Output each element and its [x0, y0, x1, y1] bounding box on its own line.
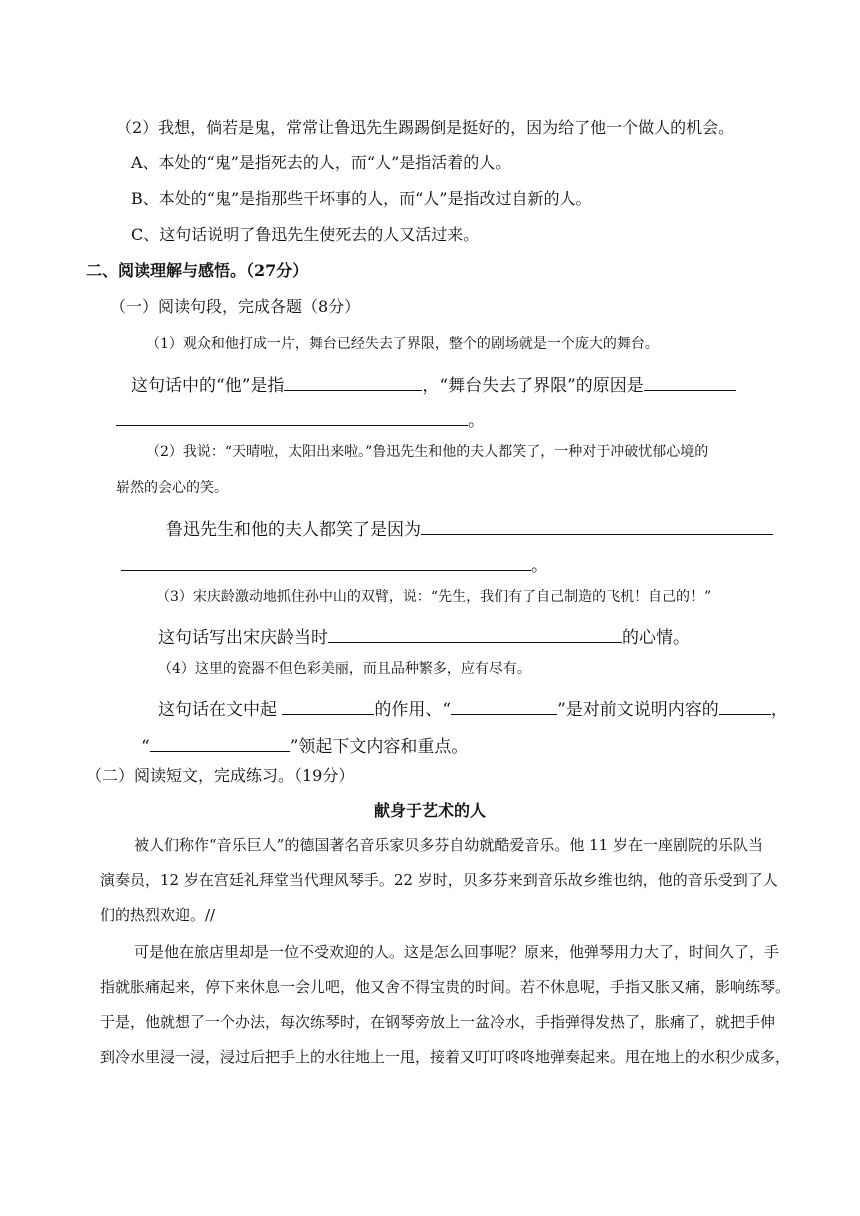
answer-blank[interactable] — [451, 696, 557, 715]
answer-blank[interactable] — [121, 552, 531, 571]
section-2-heading: 二、阅读理解与感悟。（27分） — [86, 261, 309, 280]
sentence-1-question-cont — [116, 407, 485, 430]
question-2-stem: （2）我想，倘若是鬼，常常让鲁迅先生踢踢倒是挺好的，因为给了他一个做人的机会。 — [116, 118, 735, 137]
question-text: 这句话中的“他”是指 — [131, 375, 285, 396]
answer-blank[interactable] — [282, 696, 374, 715]
question-text: 鲁迅先生和他的夫人都笑了是因为 — [166, 519, 421, 540]
sentence-4-question-cont — [141, 733, 468, 756]
question-end: 。 — [468, 410, 485, 431]
passage-p2-line-2: 指就胀痛起来，停下来休息一会儿吧，他又舍不得宝贵的时间。若不休息呢，手指又胀又痛，影响练琴。 — [100, 978, 791, 996]
passage-p1-line-1: 被人们称作“音乐巨人”的德国著名音乐家贝多芬自幼就酷爱音乐。他 11 岁在一座剧院的乐队当 — [134, 836, 763, 854]
passage-p2-line-1: 可是他在旅店里却是一位不受欢迎的人。这是怎么回事呢？原来，他弹琴用力大了，时间久了，手 — [134, 943, 780, 961]
answer-blank[interactable] — [644, 372, 736, 391]
part-2-heading: （二）阅读短文，完成练习。（19分） — [86, 766, 355, 785]
sentence-2-line-2: 崭然的会心的笑。 — [116, 480, 228, 496]
question-text: ，“舞台失去了界限”的原因是 — [422, 375, 644, 396]
sentence-4-question — [158, 696, 788, 719]
question-text: ， — [770, 699, 788, 720]
passage-p2-line-4: 到冷水里浸一浸，浸过后把手上的水往地上一甩，接着又叮叮咚咚地弹奏起来。甩在地上的水积少成多， — [100, 1048, 791, 1066]
question-text: 的心情。 — [622, 627, 690, 648]
sentence-4: （4）这里的瓷器不但色彩美丽，而且品种繁多，应有尽有。 — [158, 661, 531, 677]
question-text: ”领起下文内容和重点。 — [289, 736, 469, 757]
option-b: B、本处的“鬼”是指那些干坏事的人，而“人”是指改过自新的人。 — [131, 189, 592, 208]
passage-p1-line-3: 们的热烈欢迎。// — [100, 906, 216, 924]
answer-blank[interactable] — [719, 696, 771, 715]
sentence-1: （1）观众和他打成一片，舞台已经失去了界限，整个的剧场就是一个庞大的舞台。 — [146, 336, 659, 352]
question-end: 。 — [531, 555, 548, 576]
answer-blank[interactable] — [328, 624, 622, 643]
answer-blank[interactable] — [116, 407, 468, 426]
answer-blank[interactable] — [421, 516, 773, 535]
part-1-heading: （一）阅读句段，完成各题（8分） — [110, 297, 361, 316]
option-c: C、这句话说明了鲁迅先生使死去的人又活过来。 — [131, 225, 480, 244]
sentence-3: （3）宋庆龄激动地抓住孙中山的双臂，说：“先生，我们有了自己制造的飞机！自己的！” — [156, 589, 712, 605]
question-text: 的作用、“ — [374, 699, 452, 720]
question-text: 这句话写出宋庆龄当时 — [158, 627, 328, 648]
question-text: 这句话在文中起 — [158, 699, 283, 720]
sentence-1-question — [131, 372, 736, 395]
option-a: A、本处的“鬼”是指死去的人，而“人”是指活着的人。 — [131, 153, 512, 172]
passage-p2-line-3: 于是，他就想了一个办法，每次练琴时，在钢琴旁放上一盆冷水，手指弹得发热了，胀痛了，就把手伸 — [100, 1013, 776, 1031]
question-text: ”是对前文说明内容的 — [557, 699, 719, 720]
sentence-2-question-cont — [121, 552, 548, 575]
answer-blank[interactable] — [150, 733, 290, 752]
sentence-2-question — [166, 516, 773, 539]
sentence-2-line-1: （2）我说：“天晴啦，太阳出来啦。”鲁迅先生和他的夫人都笑了，一种对于冲破忧郁心境的 — [146, 444, 709, 460]
passage-title: 献身于艺术的人 — [373, 801, 486, 820]
sentence-3-question — [158, 624, 690, 647]
passage-p1-line-2: 演奏员，12 岁在宫廷礼拜堂当代理风琴手。22 岁时，贝多芬来到音乐故乡维也纳，他的音乐受到了人 — [100, 871, 778, 889]
question-text: “ — [141, 736, 150, 757]
answer-blank[interactable] — [284, 372, 422, 391]
